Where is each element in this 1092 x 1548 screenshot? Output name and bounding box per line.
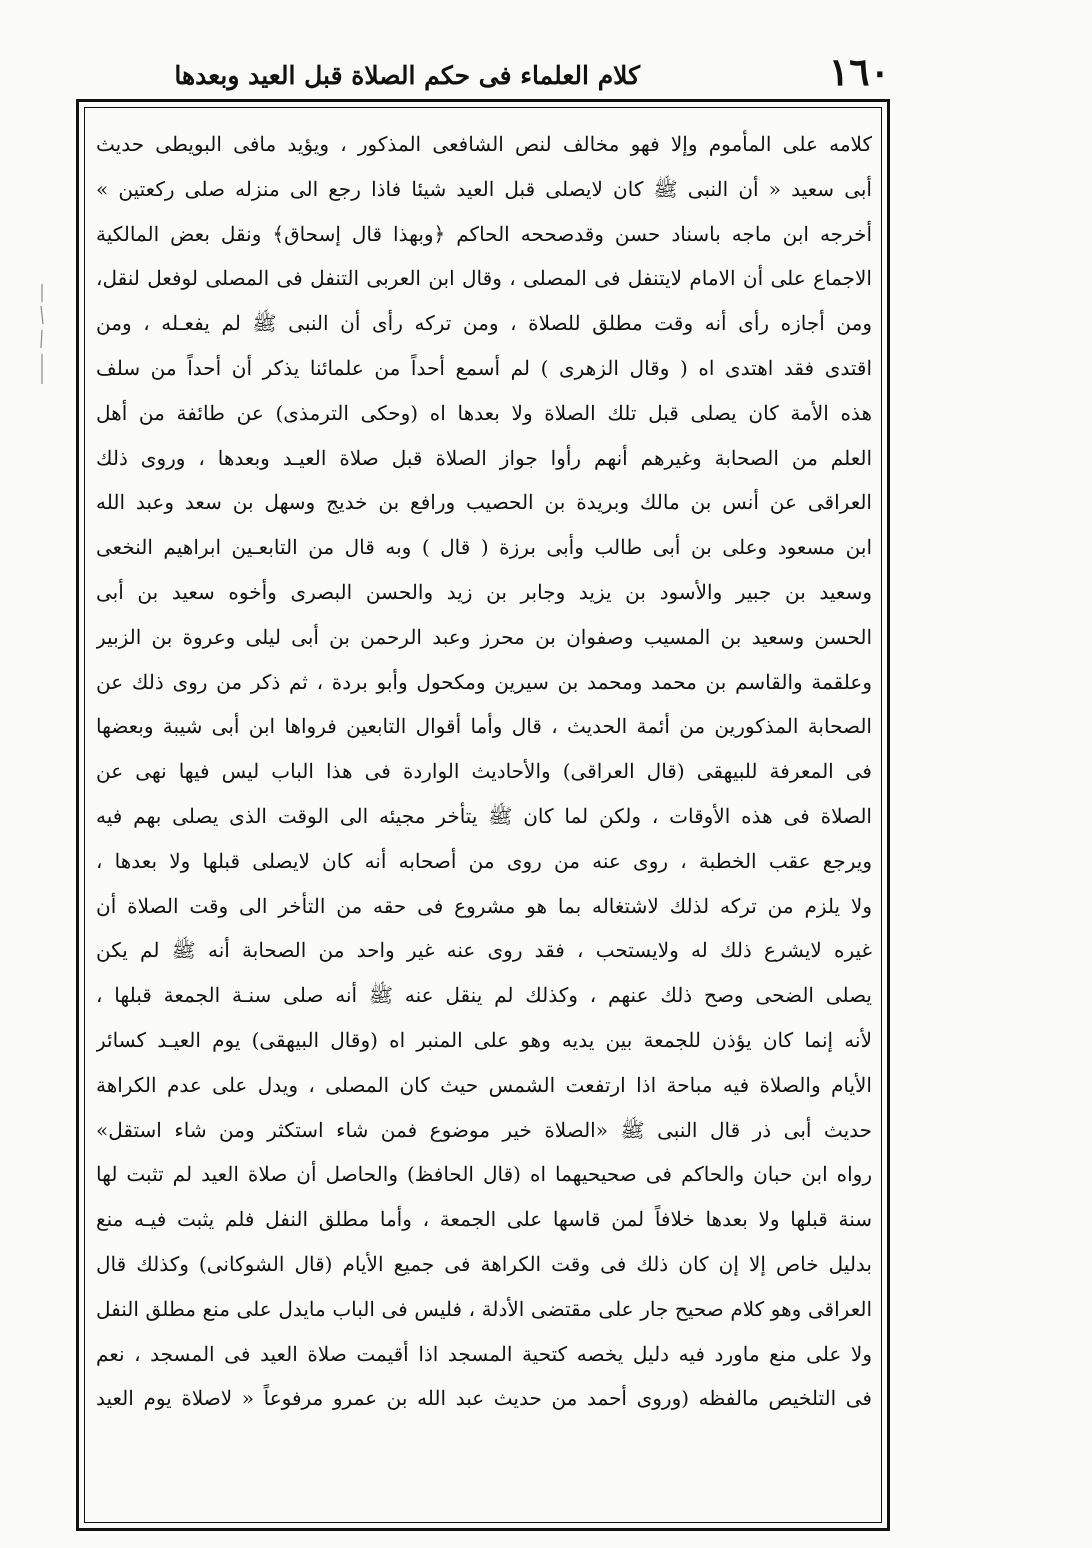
text-line: أبى سعيد « أن النبى ﷺ كان لايصلى قبل العيد شيئا فاذا رجع الى منزله صلى ركعتين »	[96, 176, 872, 201]
page-number: ١٦٠	[828, 49, 890, 94]
text-line: العراقى وهو كلام صحيح جار على مقتضى الأدلة ، فليس فى الباب مايدل على منع مطلق النفل	[96, 1296, 872, 1321]
main-text-block	[96, 122, 872, 1512]
text-line: فى التلخيص مالفظه (وروى أحمد من حديث عبد الله بن عمرو مرفوعاً « لاصلاة يوم العيد	[96, 1386, 872, 1411]
text-line: فى المعرفة للبيهقى (قال العراقى) والأحاديث الواردة فى هذا الباب ليس فيها نهى عن	[96, 759, 872, 784]
text-line: الحسن وسعيد بن المسيب وصفوان بن محرز وعبد الرحمن بن أبى ليلى وعروة بن الزبير	[96, 624, 872, 649]
text-line: أخرجه ابن ماجه باسناد حسن وقدصححه الحاكم ﴿وبهذا قال إسحاق﴾ ونقل بعض المالكية	[96, 221, 872, 246]
text-line: يصلى الضحى وصح ذلك عنهم ، وكذلك لم ينقل عنه ﷺ أنه صلى سنـة الجمعة قبلها ،	[96, 983, 872, 1008]
text-line: غيره لايشرع ذلك له ولايستحب ، فقد روى عنه غير واحد من الصحابة أنه ﷺ لم يكن	[96, 938, 872, 963]
text-line: الصحابة المذكورين من أئمة الحديث ، قال وأما أقوال التابعين فرواها ابن أبى شيبة وبعضها	[96, 714, 872, 739]
text-line: العلم من الصحابة وغيرهم أنهم رأوا جواز الصلاة قبل صلاة العيـد وبعدها ، وروى ذلك	[96, 445, 872, 470]
text-line: وسعيد بن جبير والأسود بن يزيد وجابر بن زيد والحسن البصرى وأخوه سعيد بن أبى	[96, 579, 872, 604]
text-line: الصلاة فى هذه الأوقات ، ولكن لما كان ﷺ يتأخر مجيئه الى الوقت الذى يصلى بهم فيه	[96, 803, 872, 828]
text-line: الأيام والصلاة فيه مباحة اذا ارتفعت الشمس حيث كان المصلى ، ويدل على عدم الكراهة	[96, 1072, 872, 1097]
running-title: كلام العلماء فى حكم الصلاة قبل العيد وبعدها	[174, 61, 640, 90]
text-line: سنة قبلها ولا بعدها خلافاً لمن قاسها على الجمعة ، وأما مطلق النفل فلم يثبت فيـه منع	[96, 1207, 872, 1232]
text-line: لأنه إنما كان يؤذن للجمعة بين يديه وهو على المنبر اه (وقال البيهقى) يوم العيـد كسائر	[96, 1027, 872, 1052]
text-line: العراقى عن أنس بن مالك وبريدة بن الحصيب ورافع بن خديج وسهل بن سعد وعبد الله	[96, 490, 872, 515]
scan-mark-decoration	[36, 284, 48, 384]
text-line: بدليل خاص إلا إن كان ذلك فى وقت الكراهة فى جميع الأيام (قال الشوكانى) وكذلك قال	[96, 1251, 872, 1276]
text-line: حديث أبى ذر قال النبى ﷺ «الصلاة خير موضوع فمن شاء استكثر ومن شاء استقل»	[96, 1117, 872, 1142]
text-line: ومن أجازه رأى أنه وقت مطلق للصلاة ، ومن تركه رأى أن النبى ﷺ لم يفعـله ، ومن	[96, 311, 872, 336]
page-header	[80, 50, 890, 100]
text-line: اقتدى فقد اهتدى اه ( وقال الزهرى ) لم أسمع أحداً من علمائنا يذكر أن أحداً من سلف	[96, 355, 872, 380]
text-line: كلامه على المأموم وإلا فهو مخالف لنص الشافعى المذكور ، ويؤيد مافى البويطى حديث	[96, 132, 872, 156]
text-line: ولا على منع ماورد فيه دليل يخصه كتحية المسجد اذا أقيمت صلاة العيد فى المسجد ، نعم	[96, 1341, 872, 1366]
text-line: رواه ابن حبان والحاكم فى صحيحيهما اه (قال الحافظ) والحاصل أن صلاة العيد لم تثبت لها	[96, 1162, 872, 1187]
text-line: هذه الأمة كان يصلى قبل تلك الصلاة ولا بعدها اه (وحكى الترمذى) عن طائفة من أهل	[96, 400, 872, 425]
text-line: ولا يلزم من تركه لذلك لاشتغاله بما هو مشروع فى حقه من التأخر الى وقت الصلاة أن	[96, 893, 872, 918]
text-line: ويرجع عقب الخطبة ، روى عنه من روى من أصحابه أنه كان لايصلى قبلها ولا بعدها ،	[96, 848, 872, 873]
text-line: الاجماع على أن الامام لايتنفل فى المصلى ، وقال ابن العربى التنفل فى المصلى لوفعل لنقل،	[96, 266, 872, 291]
text-line: ابن مسعود وعلى بن أبى طالب وأبى برزة ( قال ) وبه قال من التابعـين ابراهيم النخعى	[96, 535, 872, 560]
text-line: وعلقمة والقاسم بن محمد ومحمد بن سيرين ومكحول وأبو بردة ، ثم ذكر من روى ذلك عن	[96, 669, 872, 694]
